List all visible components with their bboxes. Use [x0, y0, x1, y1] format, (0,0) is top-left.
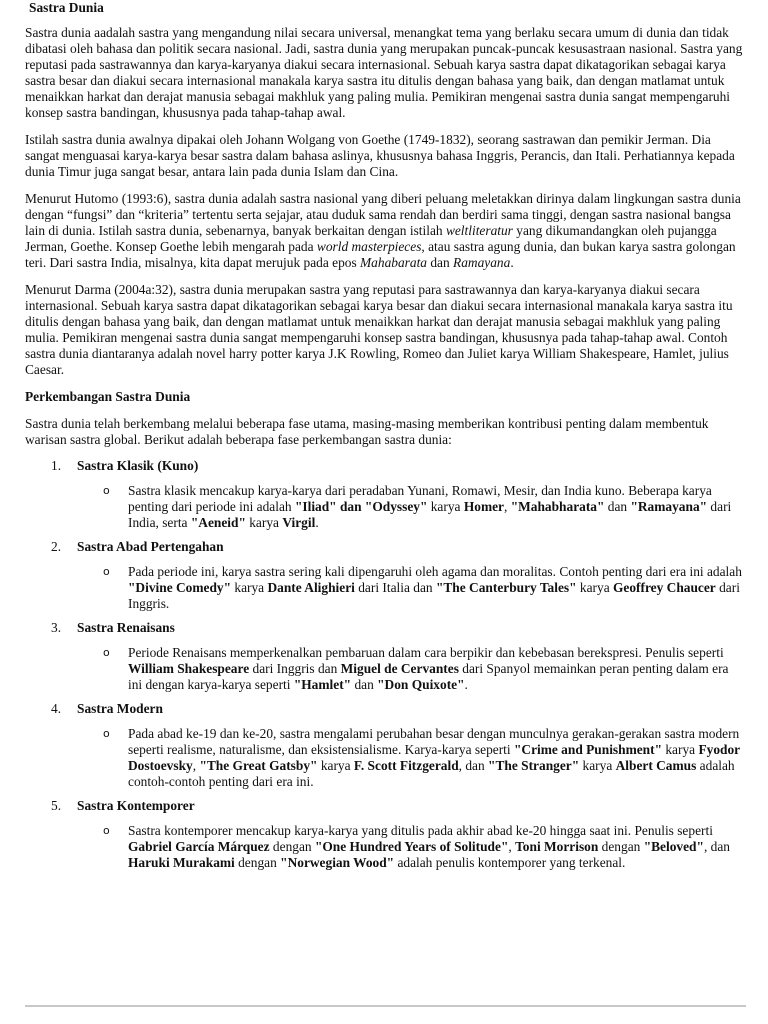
- term-mahabarata: Mahabarata: [360, 255, 427, 270]
- paragraph-goethe: Istilah sastra dunia awalnya dipakai oleh Johann Wolgang von Goethe (1749-1832), seorang sastrawan dan pemikir Jerman. Dia sangat menguasai karya-karya besar sastra dalam bahasa aslinya, khususnya bahasa Inggris, Perancis, dan Itali. Perhatiannya kepada dunia Timur juga sangat besar, antara lain pada dunia Islam dan Cina.: [25, 132, 735, 179]
- list-item: [25, 539, 743, 612]
- section-heading: Perkembangan Sastra Dunia: [25, 389, 191, 404]
- page-title: Sastra Dunia: [29, 0, 104, 15]
- bullet-icon: o: [103, 646, 110, 659]
- phase-description: o Pada periode ini, karya sastra sering kali dipengaruhi oleh agama dan moralitas. Contoh penting dari era ini adalah "Divine Comedy" karya Dante Alighieri dari Italia dan "The Canterbury Tales" karya Geoffrey Chaucer dari Inggris.: [103, 564, 742, 611]
- paragraph-hutomo: Menurut Hutomo (1993:6), sastra dunia adalah sastra nasional yang diberi peluang meletakkan dirinya dalam lingkungan sastra dunia dengan “fungsi” dan “kriteria” tertentu serta sejajar, atau duduk sama rendah dan berdiri sama tinggi, dengan sastra nasional bangsa lain di dunia. Istilah sastra dunia, sebenarnya, banyak berkaitan dengan istilah weltliteratur yang dikumandangkan oleh pujangga Jerman, Goethe. Konsep Goethe lebih mengarah pada world masterpieces, atau sastra agung dunia, dan bukan karya sastra golongan teri. Dari sastra India, misalnya, kita dapat merujuk pada epos Mahabarata dan Ramayana.: [25, 191, 741, 270]
- list-number: 4.: [51, 701, 62, 716]
- bottom-divider: [25, 1005, 746, 1007]
- term-ramayana: Ramayana: [453, 255, 511, 270]
- list-item: [25, 798, 743, 871]
- phase-title: Sastra Renaisans: [77, 620, 175, 635]
- bullet-icon: o: [103, 824, 110, 837]
- paragraph-intro: Sastra dunia telah berkembang melalui beberapa fase utama, masing-masing memberikan kontribusi penting dalam membentuk warisan sastra global. Berikut adalah beberapa fase perkembangan sastra dunia:: [25, 416, 709, 447]
- phase-list: [25, 458, 743, 871]
- phase-title: Sastra Kontemporer: [77, 798, 195, 813]
- bullet-icon: o: [103, 727, 110, 740]
- term-weltliteratur: weltliteratur: [445, 223, 513, 238]
- phase-title: Sastra Abad Pertengahan: [77, 539, 224, 554]
- list-item: [25, 620, 743, 693]
- phase-description: o Pada abad ke-19 dan ke-20, sastra mengalami perubahan besar dengan munculnya gerakan-gerakan sastra modern seperti realisme, naturalisme, dan eksistensialisme. Karya-karya seperti "Crime and Punishment" karya Fyodor Dostoevsky, "The Great Gatsby" karya F. Scott Fitzgerald, dan "The Stranger" karya Albert Camus adalah contoh-contoh penting dari era ini.: [103, 726, 740, 789]
- list-item: [25, 701, 743, 790]
- paragraph-definition: Sastra dunia aadalah sastra yang mengandung nilai secara universal, menangkat tema yang berlaku secara umum di dunia dan tidak dibatasi oleh bahasa dan politik secara nasional. Jadi, sastra dunia yang merupakan puncak-puncak kesusastraan nasional. Sastra yang reputasi pada sastrawannya dan karya-karyanya diakui secara internasional. Sebuah karya sastra dapat dikatagorikan sebagai karya sastra besar dan diakui secara internasional manakala karya sastra itu ditulis dengan bahasa yang baik, dan dengan matlamat untuk menaikkan harkat dan derajat manusia sebagai makhluk yang paling mulia. Pemikiran mengenai sastra dunia sangat mempengaruhi konsep sastra bandingan, khususnya pada tahap-tahap awal.: [25, 25, 743, 120]
- bullet-icon: o: [103, 565, 110, 578]
- term-world-masterpieces: world masterpieces: [316, 239, 422, 254]
- phase-description: o Periode Renaisans memperkenalkan pembaruan dalam cara berpikir dan kebebasan berekspresi. Penulis seperti William Shakespeare dari Inggris dan Miguel de Cervantes dari Spanyol memainkan peran penting dalam era ini dengan karya-karya seperti "Hamlet" dan "Don Quixote".: [103, 645, 729, 692]
- list-number: 2.: [51, 539, 62, 554]
- paragraph-darma: Menurut Darma (2004a:32), sastra dunia merupakan sastra yang reputasi para sastrawannya dan karya-karyanya diakui secara internasional. Sebuah karya sastra dapat dikatagorikan sebagai karya besar dan diakui secara internasional manakala karya sastra itu ditulis dengan bahasa yang baik, dan dengan matlamat untuk menaikkan harkat dan derajat manusia sebagai makhluk yang paling mulia. Pemikiran mengenai sastra dunia sangat mempengaruhi konsep sastra bandingan, khususnya pada tahap-tahap awal. Contoh sastra dunia diantaranya adalah novel harry potter karya J.K Rowling, Romeo dan Juliet karya William Shakespeare, Hamlet, julius Caesar.: [25, 282, 733, 377]
- phase-description: o Sastra klasik mencakup karya-karya dari peradaban Yunani, Romawi, Mesir, dan India kuno. Beberapa karya penting dari periode ini adalah "Iliad" dan "Odyssey" karya Homer, "Mahabharata" dan "Ramayana" dari India, serta "Aeneid" karya Virgil.: [103, 483, 732, 530]
- list-number: 1.: [51, 458, 62, 473]
- phase-title: Sastra Klasik (Kuno): [77, 458, 199, 473]
- list-number: 5.: [51, 798, 62, 813]
- list-number: 3.: [51, 620, 62, 635]
- phase-title: Sastra Modern: [77, 701, 163, 716]
- list-item: [25, 458, 743, 531]
- bullet-icon: o: [103, 484, 110, 497]
- phase-description: o Sastra kontemporer mencakup karya-karya yang ditulis pada akhir abad ke-20 hingga saat ini. Penulis seperti Gabriel García Márquez dengan "One Hundred Years of Solitude", Toni Morrison dengan "Beloved", dan Haruki Murakami dengan "Norwegian Wood" adalah penulis kontemporer yang terkenal.: [103, 823, 730, 870]
